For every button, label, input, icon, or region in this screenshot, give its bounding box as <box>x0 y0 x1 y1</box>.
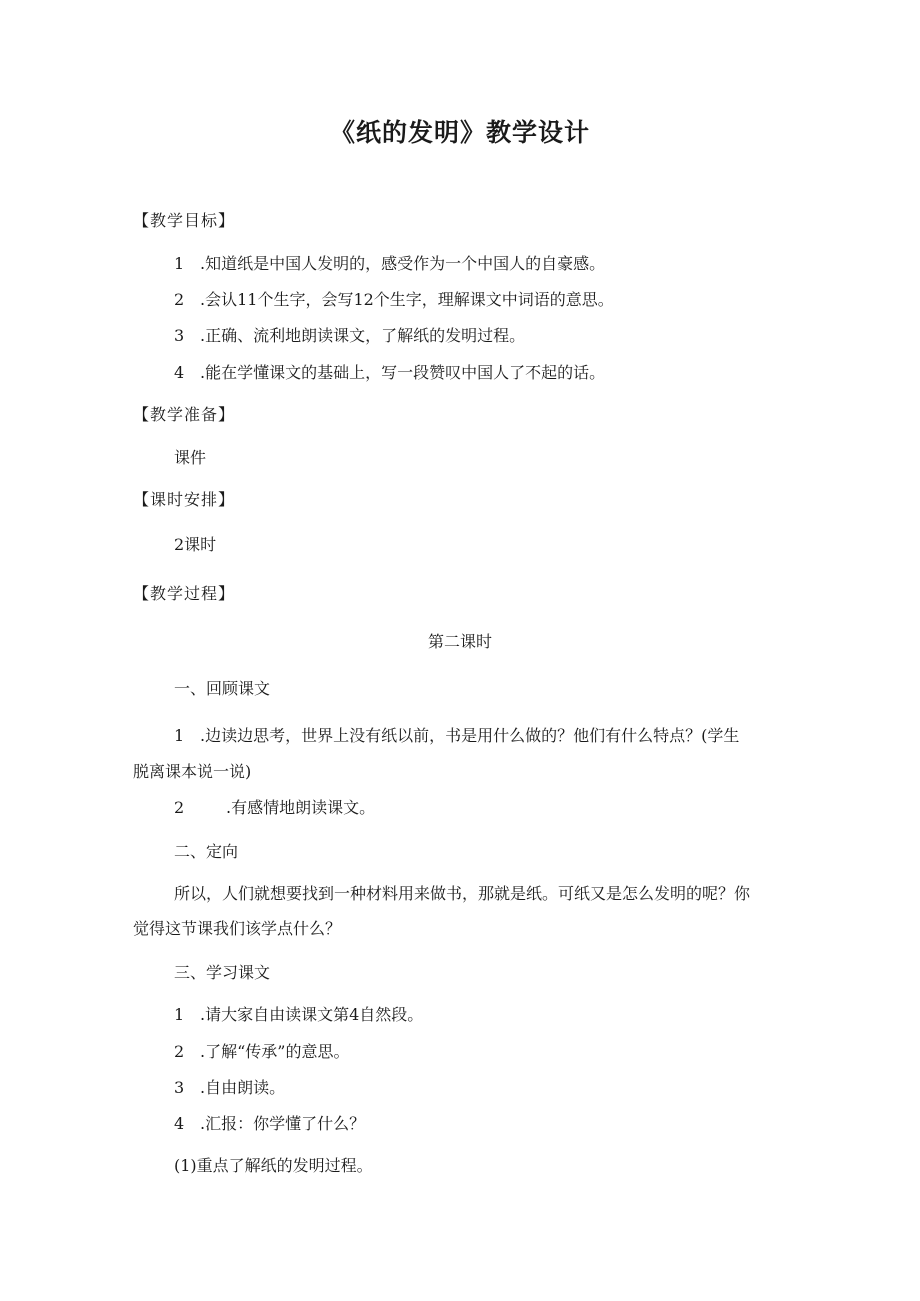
part3-item-text: .请大家自由读课文第4自然段。 <box>200 1005 424 1024</box>
part1-item-text: .边读边思考，世界上没有纸以前，书是用什么做的？他们有什么特点？(学生 <box>200 726 740 745</box>
schedule-content: 2课时 <box>174 535 217 554</box>
part2-paragraph-line: 觉得这节课我们该学点什么？ <box>133 919 342 938</box>
part3-item-text: .了解“传承”的意思。 <box>200 1042 350 1061</box>
goal-text: .能在学懂课文的基础上，写一段赞叹中国人了不起的话。 <box>200 363 606 382</box>
document-title: 《纸的发明》教学设计 <box>329 118 590 147</box>
goal-number: 1 <box>174 254 185 273</box>
goal-text: .正确、流利地朗读课文，了解纸的发明过程。 <box>200 326 526 345</box>
goal-item <box>174 362 605 384</box>
goal-number: 2 <box>174 290 185 309</box>
part3-item-text: .汇报：你学懂了什么？ <box>200 1114 366 1133</box>
part1-item-number: 1 <box>174 726 185 745</box>
part3-heading: 三、学习课文 <box>174 963 271 982</box>
goal-item <box>174 253 605 275</box>
part3-item-number: 4 <box>174 1114 185 1133</box>
part1-item-number: 2 <box>174 798 185 817</box>
part3-item-text: .自由朗读。 <box>200 1078 286 1097</box>
part1-item <box>174 725 739 747</box>
goal-number: 4 <box>174 363 185 382</box>
part3-item-number: 1 <box>174 1005 185 1024</box>
goal-item <box>174 289 614 311</box>
part1-item-text: .有感情地朗读课文。 <box>226 798 376 817</box>
part3-item-number: 2 <box>174 1042 185 1061</box>
part2-heading: 二、定向 <box>174 842 239 861</box>
section-heading-process: 【教学过程】 <box>133 584 236 603</box>
goal-text: .知道纸是中国人发明的，感受作为一个中国人的自豪感。 <box>200 254 606 273</box>
part3-subitem: (1)重点了解纸的发明过程。 <box>174 1156 373 1175</box>
section-heading-prep: 【教学准备】 <box>133 405 236 424</box>
part1-heading: 一、回顾课文 <box>174 679 271 698</box>
part1-item <box>174 797 375 819</box>
section-heading-goals: 【教学目标】 <box>133 211 236 230</box>
section-heading-schedule: 【课时安排】 <box>133 490 236 509</box>
goal-item <box>174 325 525 347</box>
goal-text: .会认11个生字，会写12个生字，理解课文中词语的意思。 <box>200 290 614 309</box>
part1-item-continuation: 脱离课本说一说) <box>133 762 252 781</box>
part3-item-number: 3 <box>174 1078 185 1097</box>
part3-item <box>174 1077 285 1099</box>
part3-item <box>174 1004 423 1026</box>
part3-item <box>174 1113 365 1135</box>
goal-number: 3 <box>174 326 185 345</box>
part2-paragraph-line: 所以，人们就想要找到一种材料用来做书，那就是纸。可纸又是怎么发明的呢？你 <box>174 884 751 903</box>
prep-content: 课件 <box>174 448 207 467</box>
lesson-label: 第二课时 <box>427 632 492 651</box>
part3-item <box>174 1041 349 1063</box>
